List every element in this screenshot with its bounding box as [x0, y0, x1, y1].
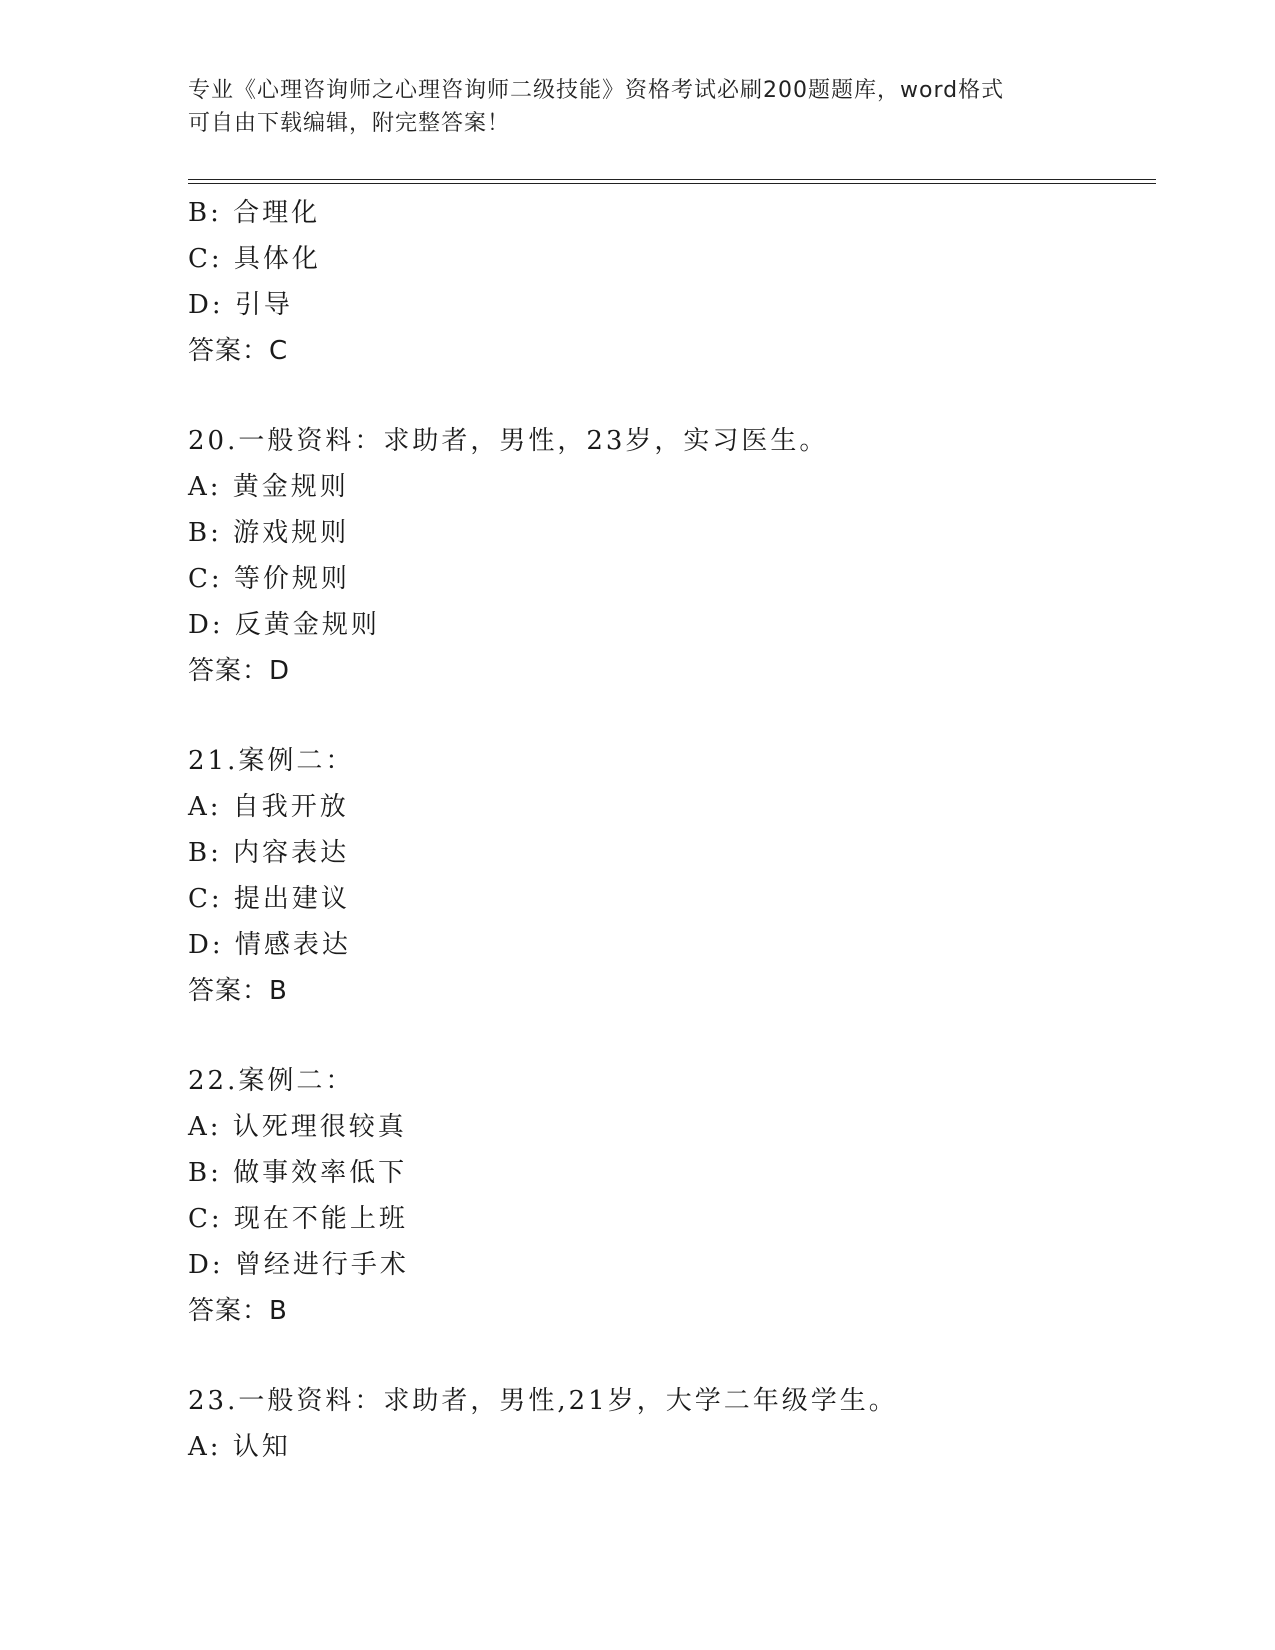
document-header	[188, 74, 1088, 140]
question-stem: 23.一般资料：求助者，男性,21岁，大学二年级学生。	[188, 1386, 898, 1416]
option-c: C: 提出建议	[188, 884, 350, 914]
question-block-20	[188, 418, 1148, 694]
block-gap	[188, 694, 1148, 738]
question-list	[188, 190, 1148, 1470]
question-stem: 20.一般资料：求助者，男性，23岁，实习医生。	[188, 426, 829, 456]
header-line-2: 可自由下载编辑，附完整答案！	[188, 111, 511, 136]
question-block-23	[188, 1378, 1148, 1470]
option-a: A: 黄金规则	[188, 472, 349, 502]
header-divider-top	[188, 179, 1156, 180]
option-b: B: 做事效率低下	[188, 1158, 408, 1188]
question-block-19	[188, 190, 1148, 374]
option-b: B: 游戏规则	[188, 518, 350, 548]
header-divider-bottom	[188, 183, 1156, 184]
question-stem: 22.案例二：	[188, 1066, 355, 1096]
header-line-1: 专业《心理咨询师之心理咨询师二级技能》资格考试必刷200题题库，word格式	[188, 78, 1005, 103]
block-gap	[188, 374, 1148, 418]
option-a: A: 认死理很较真	[188, 1112, 407, 1142]
option-b: B: 合理化	[188, 198, 321, 228]
answer-line: 答案：C	[188, 336, 289, 366]
answer-line: 答案：D	[188, 656, 291, 686]
block-gap	[188, 1014, 1148, 1058]
option-c: C: 具体化	[188, 244, 321, 274]
block-gap	[188, 1334, 1148, 1378]
answer-line: 答案：B	[188, 1296, 288, 1326]
option-c: C: 等价规则	[188, 564, 350, 594]
option-a: A: 自我开放	[188, 792, 349, 822]
option-c: C: 现在不能上班	[188, 1204, 408, 1234]
question-stem: 21.案例二：	[188, 746, 355, 776]
option-d: D: 引导	[188, 290, 293, 320]
question-block-21	[188, 738, 1148, 1014]
option-d: D: 反黄金规则	[188, 610, 380, 640]
option-b: B: 内容表达	[188, 838, 350, 868]
answer-line: 答案：B	[188, 976, 288, 1006]
question-block-22	[188, 1058, 1148, 1334]
option-d: D: 情感表达	[188, 930, 351, 960]
option-d: D: 曾经进行手术	[188, 1250, 409, 1280]
option-a: A: 认知	[188, 1432, 291, 1462]
